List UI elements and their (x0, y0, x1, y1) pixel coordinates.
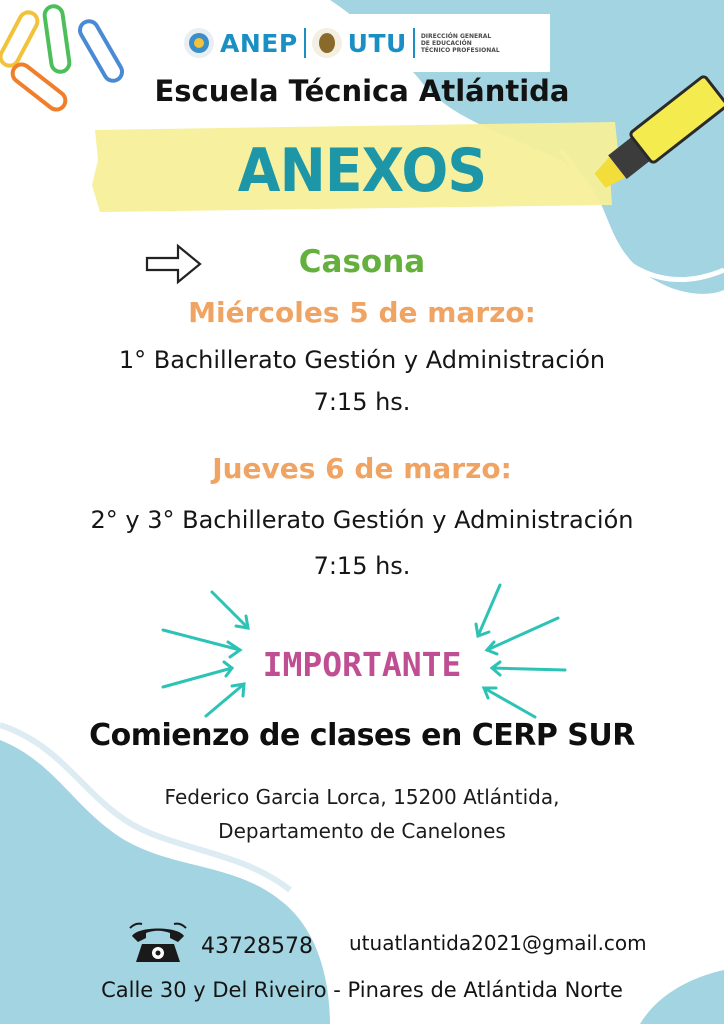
schedule-group: 1° Bachillerato Gestión y Administración (118, 346, 606, 374)
address-line: Departamento de Canelones (218, 819, 506, 843)
schedule-day: Jueves 6 de marzo: (212, 452, 512, 485)
logo-subtitle: DIRECCIÓN GENERAL DE EDUCACIÓN TÉCNICO PROFESIONAL (420, 32, 500, 54)
utu-emblem-icon (312, 28, 342, 58)
logo-divider (413, 28, 415, 58)
phone-number: 43728578 (201, 934, 313, 959)
logo-divider (304, 28, 306, 58)
logo-bar (178, 14, 550, 72)
notice-headline: Comienzo de clases en CERP SUR (89, 718, 635, 753)
address-line: Federico Garcia Lorca, 15200 Atlántida, (164, 785, 560, 809)
school-name: Escuela Técnica Atlántida (154, 74, 570, 108)
important-label: IMPORTANTE (262, 645, 462, 684)
schedule-group: 2° y 3° Bachillerato Gestión y Administración (90, 506, 634, 534)
schedule-time: 7:15 hs. (313, 388, 411, 416)
page-title: ANEXOS (237, 136, 487, 206)
location-heading: Casona (298, 244, 426, 280)
schedule-day: Miércoles 5 de marzo: (188, 296, 536, 329)
schedule-time: 7:15 hs. (313, 552, 411, 580)
utu-logo-text: UTU (347, 28, 407, 58)
street-address: Calle 30 y Del Riveiro - Pinares de Atlántida Norte (101, 978, 623, 1002)
anep-emblem-icon (184, 28, 214, 58)
anep-logo-text: ANEP (220, 28, 298, 58)
email-address: utuatlantida2021@gmail.com (349, 931, 647, 955)
telephone-icon (128, 922, 188, 966)
